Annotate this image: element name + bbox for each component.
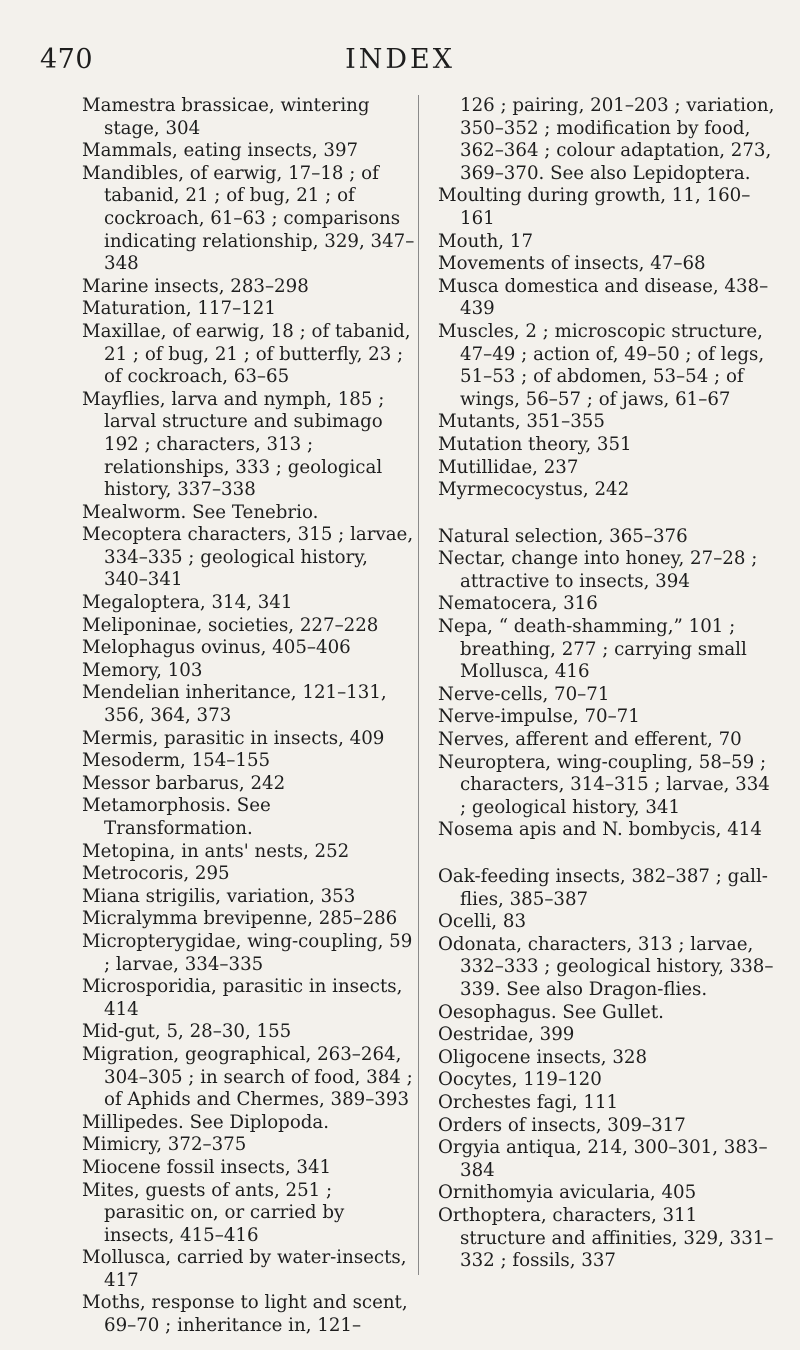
index-entry: Memory, 103: [82, 659, 203, 681]
index-entry: Maturation, 117–121: [82, 298, 276, 320]
index-entry: Migration, geographical, 263–264, 304–305 ; in search of food, 384 ; of Aphids and Chermes, 389–393: [82, 1043, 413, 1111]
index-entry: Micropterygidae, wing-coupling, 59 ; larvae, 334–335: [82, 930, 413, 975]
index-entry: Millipedes. See Diplopoda.: [82, 1111, 330, 1133]
running-head: INDEX: [345, 44, 455, 75]
index-entry: Metamorphosis. See Transformation.: [82, 795, 271, 839]
index-entry: Messor barbarus, 242: [82, 772, 286, 794]
index-entry: Melophagus ovinus, 405–406: [82, 637, 351, 659]
index-entry: Myrmecocystus, 242: [438, 479, 630, 501]
index-entry: Mamestra brassicae, wintering stage, 304: [82, 95, 370, 139]
index-entry: Microsporidia, parasitic in insects, 414: [82, 976, 403, 1020]
index-entry: Mid-gut, 5, 28–30, 155: [82, 1021, 292, 1043]
index-entry: Oocytes, 119–120: [438, 1069, 602, 1091]
index-entry: Nematocera, 316: [438, 593, 598, 615]
page-number: 470: [40, 44, 94, 75]
index-entry: Mouth, 17: [438, 230, 534, 252]
index-entry: Orders of insects, 309–317: [438, 1114, 686, 1136]
index-entry: Ocelli, 83: [438, 911, 527, 933]
page-header: [40, 44, 760, 84]
index-entry: Oligocene insects, 328: [438, 1046, 648, 1068]
index-entry: Mites, guests of ants, 251 ; parasitic on, or carried by insects, 415–416: [82, 1179, 345, 1246]
index-entry: Moths, response to light and scent, 69–70 ; inheritance in, 121–: [82, 1292, 408, 1337]
section-gap: [438, 842, 778, 866]
index-entry: Marine insects, 283–298: [82, 275, 309, 297]
index-entry: Nosema apis and N. bombycis, 414: [438, 819, 762, 841]
index-entry: Ornithomyia avicularia, 405: [438, 1182, 697, 1204]
index-entry: Movements of insects, 47–68: [438, 253, 706, 275]
index-entry: Mecoptera characters, 315 ; larvae, 334–335 ; geological history, 340–341: [82, 524, 414, 591]
index-entry: Mandibles, of earwig, 17–18 ; of tabanid, 21 ; of bug, 21 ; of cockroach, 61–63 ; comparisons indicating relationship, 329, 347–348: [82, 162, 415, 275]
index-entry: Mollusca, carried by water-insects, 417: [82, 1247, 407, 1291]
index-entry: Mimicry, 372–375: [82, 1134, 247, 1156]
index-entry: Nepa, “ death-shamming,” 101 ; breathing, 277 ; carrying small Mollusca, 416: [438, 616, 747, 683]
index-entry: Oesophagus. See Gullet.: [438, 1001, 664, 1023]
index-column-right: [438, 95, 778, 1273]
index-entry: Natural selection, 365–376: [438, 525, 688, 547]
index-entry: Neuroptera, wing-coupling, 58–59 ; characters, 314–315 ; larvae, 334 ; geological history, 341: [438, 751, 770, 818]
index-entry: Mutants, 351–355: [438, 411, 605, 433]
index-entry: Nerves, afferent and efferent, 70: [438, 729, 742, 751]
index-entry: Meliponinae, societies, 227–228: [82, 614, 379, 636]
index-entry: Metrocoris, 295: [82, 863, 230, 885]
index-entry: Muscles, 2 ; microscopic structure, 47–49 ; action of, 49–50 ; of legs, 51–53 ; of abdomen, 53–54 ; of wings, 56–57 ; of jaws, 61–67: [438, 320, 765, 410]
index-entry: Mealworm. See Tenebrio.: [82, 501, 319, 523]
index-entry: Miana strigilis, variation, 353: [82, 885, 356, 907]
index-entry: Nerve-cells, 70–71: [438, 683, 610, 705]
index-entry: Orgyia antiqua, 214, 300–301, 383–384: [438, 1137, 768, 1181]
index-entry: Mutillidae, 237: [438, 456, 579, 478]
index-entry: Miocene fossil insects, 341: [82, 1156, 332, 1178]
index-entry: Nerve-impulse, 70–71: [438, 706, 640, 728]
index-entry: Mendelian inheritance, 121–131, 356, 364, 373: [82, 682, 387, 727]
index-entry: Moulting during growth, 11, 160–161: [438, 185, 751, 229]
section-gap: [438, 502, 778, 526]
index-entry: Musca domestica and disease, 438–439: [438, 275, 769, 320]
index-entry: Mutation theory, 351: [438, 433, 632, 455]
index-entry-continuation: 126 ; pairing, 201–203 ; variation, 350–352 ; modification by food, 362–364 ; colour adaptation, 273, 369–370. See also Lepidoptera.: [460, 95, 775, 184]
index-entry: Megaloptera, 314, 341: [82, 592, 293, 614]
index-entry: Orthoptera, characters, 311 structure and affinities, 329, 331–332 ; fossils, 337: [438, 1204, 774, 1272]
index-entry: Metopina, in ants' nests, 252: [82, 840, 350, 862]
index-entry: Orchestes fagi, 111: [438, 1091, 619, 1113]
index-entry: Oestridae, 399: [438, 1024, 575, 1046]
index-entry: Odonata, characters, 313 ; larvae, 332–333 ; geological history, 338–339. See also Dragon-flies.: [438, 933, 774, 1000]
index-entry: Mermis, parasitic in insects, 409: [82, 727, 385, 749]
index-entry: Mammals, eating insects, 397: [82, 140, 359, 162]
index-entry: Oak-feeding insects, 382–387 ; gall-flies, 385–387: [438, 866, 768, 910]
index-entry: Mayflies, larva and nymph, 185 ; larval structure and subimago 192 ; characters, 313 ; relationships, 333 ; geological history, 337–338: [82, 388, 385, 501]
index-entry: Micralymma brevipenne, 285–286: [82, 908, 398, 930]
index-column-left: [82, 95, 417, 1338]
index-entry: Nectar, change into honey, 27–28 ; attractive to insects, 394: [438, 548, 758, 592]
index-entry: Maxillae, of earwig, 18 ; of tabanid, 21 ; of bug, 21 ; of butterfly, 23 ; of cockroach, 63–65: [82, 320, 411, 388]
index-entry: Mesoderm, 154–155: [82, 750, 271, 772]
column-divider: [418, 95, 419, 1275]
